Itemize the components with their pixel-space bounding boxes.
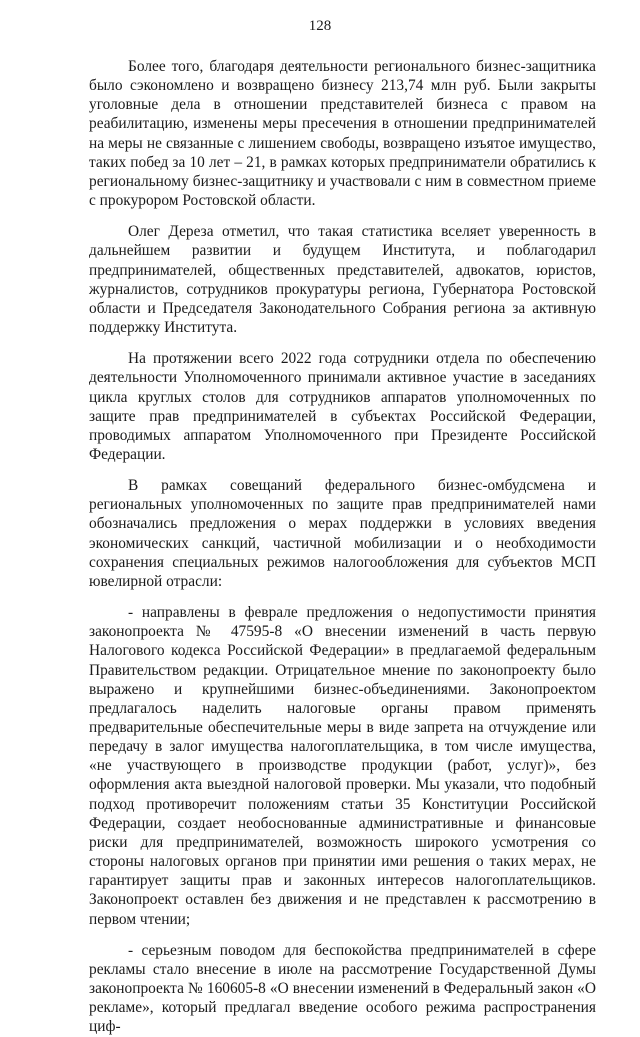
- paragraph-dereza-statement: Олег Дереза отметил, что такая статистика вселяет уверенность в дальнейшем развитии и будущем Института, и поблагодарил предпринимателей, общественных представителей, адвокатов, юристов, журналистов, сотрудников прокуратуры региона, Губернатора Ростовской области и Председателя Законодательного Собрания региона за активную поддержку Института.: [89, 223, 596, 337]
- page-number: 128: [308, 18, 332, 34]
- paragraph-advertising-bill-item: - серьезным поводом для беспокойства предпринимателей в сфере рекламы стало внесение в июле на рассмотрение Государственной Думы законопроекта № 160605-8 «О внесении изменений в Федеральный закон «О рекламе», который предлагал введение особого режима распространения циф-: [89, 941, 596, 1036]
- paragraph-round-tables: На протяжении всего 2022 года сотрудники отдела по обеспечению деятельности Уполномоченного принимали активное участие в заседаниях цикла круглых столов для сотрудников аппаратов уполномоченных по защите прав предпринимателей в субъектах Российской Федерации, проводимых аппаратом Уполномоченного при Президенте Российской Федерации.: [89, 350, 596, 463]
- paragraph-support-proposals: В рамках совещаний федерального бизнес-омбудсмена и региональных уполномоченных по защите прав предпринимателей нами обозначались предложения о мерах поддержки в условиях введения экономических санкций, частичной мобилизации и о необходимости сохранения специальных режимов налогообложения для субъектов МСП ювелирной отрасли:: [89, 477, 596, 590]
- paragraph-business-defender-results: Более того, благодаря деятельности регионального бизнес-защитника было сэкономлено и возвращено бизнесу 213,74 млн руб. Были закрыты уголовные дела в отношении представителей бизнеса с правом на реабилитацию, изменены меры пресечения в отношении предпринимателей на меры не связанные с лишением свободы, возвращено изъятое имущество, таких побед за 10 лет – 21, в рамках которых предприниматели обратились к региональному бизнес-защитнику и участвовали с ним в совместном приеме с прокурором Ростовской области.: [89, 58, 596, 210]
- document-body: [89, 57, 596, 1037]
- paragraph-tax-bill-item: - направлены в феврале предложения о недопустимости принятия законопроекта № 47595-8 «О внесении изменений в часть первую Налогового кодекса Российской Федерации» в предлагаемой федеральным Правительством редакции. Отрицательное мнение по законопроекту было выражено и крупнейшими бизнес-объединениями. Законопроектом предлагалось наделить налоговые органы правом применять предварительные обеспечительные меры в виде запрета на отчуждение или передачу в залог имущества налогоплательщика, в том числе имущества, «не участвующего в производстве продукции (работ, услуг)», без оформления акта выездной налоговой проверки. Мы указали, что подобный подход противоречит положениям статьи 35 Конституции Российской Федерации, создает необоснованные административные и финансовые риски для предпринимателей, возможность широкого усмотрения со стороны налоговых органов при принятии ими решения о таких мерах, не гарантирует защиты прав и законных интересов налогоплательщиков. Законопроект оставлен без движения и не представлен к рассмотрению в первом чтении;: [89, 604, 596, 928]
